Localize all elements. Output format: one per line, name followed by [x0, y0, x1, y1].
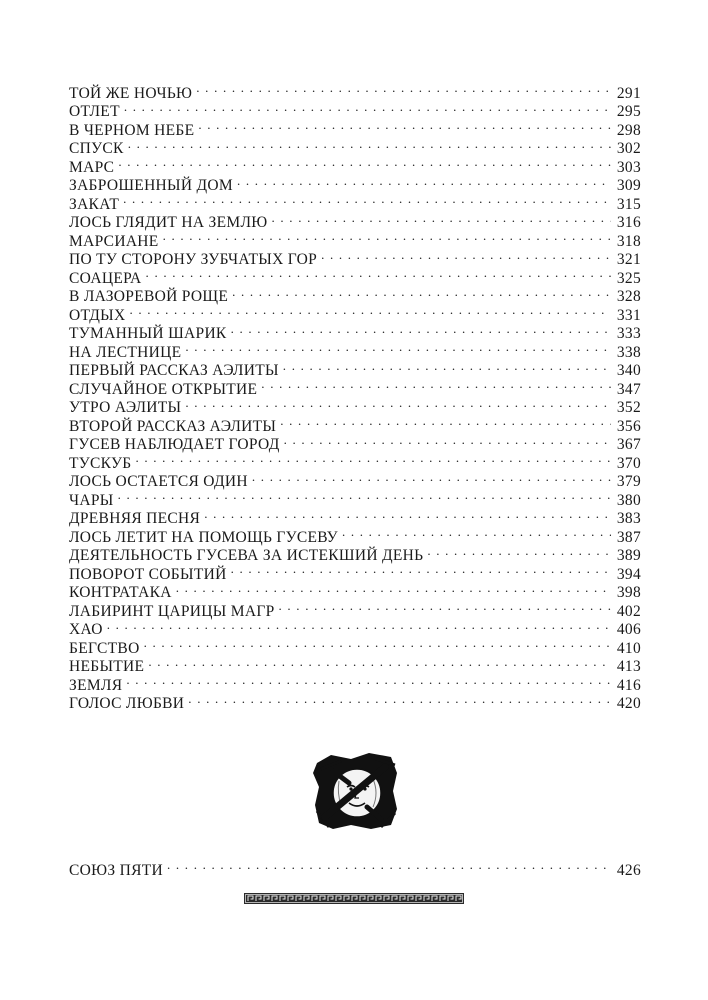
toc-entry-page: 383 — [616, 510, 641, 527]
toc-entry — [69, 634, 641, 657]
toc-leader-dots — [176, 579, 611, 598]
moon-face-crossed-icon — [311, 751, 399, 831]
toc-entry-page: 302 — [616, 140, 641, 157]
toc-leader-dots — [280, 412, 611, 431]
toc-entry — [69, 449, 641, 472]
toc-entry-title: МАРС — [69, 158, 115, 176]
toc-entry-title: ПО ТУ СТОРОНУ ЗУБЧАТЫХ ГОР — [69, 251, 318, 268]
toc-entry-page: 379 — [616, 473, 641, 490]
toc-entry-page: 315 — [616, 195, 641, 213]
toc-leader-dots — [185, 394, 611, 413]
toc-entry — [69, 653, 641, 675]
toc-entry-page: 338 — [616, 343, 641, 361]
toc-entry — [69, 264, 641, 287]
toc-entry-title: В ЧЕРНОМ НЕБЕ — [69, 121, 195, 139]
toc-leader-dots — [167, 856, 611, 875]
toc-entry — [69, 79, 641, 102]
toc-entry-title: ТУМАННЫЙ ШАРИК — [69, 325, 227, 342]
toc-entry-page: 420 — [616, 695, 641, 712]
toc-entry — [69, 486, 641, 509]
toc-second-section — [69, 856, 641, 879]
toc-entry — [69, 301, 641, 324]
toc-entry-title: ВТОРОЙ РАССКАЗ АЭЛИТЫ — [69, 417, 277, 435]
toc-entry-title: СПУСК — [69, 140, 124, 157]
toc-entry — [69, 209, 641, 231]
toc-entry-page: 340 — [616, 362, 641, 379]
toc-entry — [69, 116, 641, 139]
toc-leader-dots — [196, 79, 611, 98]
toc-leader-dots — [129, 301, 611, 320]
toc-entry-page: 389 — [616, 547, 641, 564]
toc-leader-dots — [118, 486, 611, 505]
toc-entry-page: 356 — [616, 417, 641, 435]
toc-entry-page: 398 — [616, 584, 641, 601]
toc-entry-page: 316 — [616, 214, 641, 231]
toc-entry-title: СОЮЗ ПЯТИ — [69, 861, 163, 879]
toc-entry — [69, 135, 641, 157]
toc-entry-title: ТОЙ ЖЕ НОЧЬЮ — [69, 84, 193, 102]
toc-entry-page: 413 — [616, 658, 641, 675]
toc-leader-dots — [163, 227, 611, 246]
toc-entry-title: В ЛАЗОРЕВОЙ РОЩЕ — [69, 288, 229, 305]
toc-entry-page: 426 — [616, 861, 641, 879]
toc-leader-dots — [252, 468, 611, 487]
toc-entry — [69, 283, 641, 305]
toc-entry-page: 291 — [616, 84, 641, 102]
toc-leader-dots — [232, 283, 611, 302]
toc-entry-title: ЛОСЬ ГЛЯДИТ НА ЗЕМЛЮ — [69, 214, 268, 231]
toc-leader-dots — [283, 357, 611, 376]
toc-entry-page: 321 — [616, 251, 641, 268]
toc-entry-title: ЗАКАТ — [69, 195, 120, 213]
toc-entry-page: 380 — [616, 491, 641, 509]
toc-entry-title: ОТДЫХ — [69, 306, 126, 324]
toc-entry-title: НА ЛЕСТНИЦЕ — [69, 343, 182, 361]
toc-entry — [69, 468, 641, 490]
toc-entry-title: ПОВОРОТ СОБЫТИЙ — [69, 565, 227, 583]
toc-leader-dots — [148, 653, 611, 672]
toc-entry-page: 298 — [616, 121, 641, 139]
toc-leader-dots — [146, 264, 611, 283]
toc-leader-dots — [144, 634, 611, 653]
toc-leader-dots — [342, 523, 611, 542]
toc-entry — [69, 856, 641, 879]
toc-entry-page: 309 — [616, 177, 641, 194]
toc-entry-title: ЛОСЬ ЛЕТИТ НА ПОМОЩЬ ГУСЕВУ — [69, 528, 338, 546]
toc-entry-title: СОАЦЕРА — [69, 269, 142, 287]
toc-entry — [69, 505, 641, 527]
toc-leader-dots — [427, 542, 611, 561]
toc-entry — [69, 320, 641, 342]
toc-entry-title: УТРО АЭЛИТЫ — [69, 399, 182, 416]
toc-entry — [69, 690, 641, 712]
toc-entry-page: 347 — [616, 380, 641, 398]
toc-leader-dots — [272, 209, 612, 228]
toc-leader-dots — [261, 375, 611, 394]
toc-entry-title: МАРСИАНЕ — [69, 232, 159, 250]
toc-entry — [69, 98, 641, 120]
toc-entry-page: 328 — [616, 288, 641, 305]
toc-leader-dots — [204, 505, 611, 524]
toc-entry-page: 303 — [616, 158, 641, 176]
toc-entry-title: ХАО — [69, 621, 103, 638]
table-of-contents — [69, 79, 641, 712]
toc-leader-dots — [185, 338, 611, 357]
toc-entry — [69, 616, 641, 638]
toc-entry-title: НЕБЫТИЕ — [69, 658, 145, 675]
toc-entry-page: 394 — [616, 565, 641, 583]
toc-leader-dots — [237, 172, 611, 191]
toc-entry-page: 352 — [616, 399, 641, 416]
toc-entry-title: ЛАБИРИНТ ЦАРИЦЫ МАГР — [69, 602, 275, 620]
toc-entry-title: ДРЕВНЯЯ ПЕСНЯ — [69, 510, 201, 527]
toc-leader-dots — [128, 135, 611, 154]
toc-leader-dots — [279, 597, 612, 616]
toc-entry-page: 370 — [616, 454, 641, 472]
toc-entry-page: 318 — [616, 232, 641, 250]
toc-entry-title: ДЕЯТЕЛЬНОСТЬ ГУСЕВА ЗА ИСТЕКШИЙ ДЕНЬ — [69, 547, 424, 564]
toc-leader-dots — [123, 190, 611, 209]
toc-entry — [69, 172, 641, 194]
toc-entry-title: ТУСКУБ — [69, 454, 132, 472]
toc-entry-title: СЛУЧАЙНОЕ ОТКРЫТИЕ — [69, 380, 258, 398]
toc-entry-title: ЗАБРОШЕННЫЙ ДОМ — [69, 177, 233, 194]
toc-entry-page: 367 — [616, 436, 641, 453]
toc-entry-page: 325 — [616, 269, 641, 287]
toc-leader-dots — [284, 431, 611, 450]
toc-entry-page: 402 — [616, 602, 641, 620]
toc-entry-title: ПЕРВЫЙ РАССКАЗ АЭЛИТЫ — [69, 362, 279, 379]
toc-leader-dots — [107, 616, 611, 635]
toc-entry-page: 416 — [616, 676, 641, 694]
toc-entry — [69, 671, 641, 694]
toc-entry-page: 410 — [616, 639, 641, 657]
toc-leader-dots — [188, 690, 611, 709]
toc-leader-dots — [231, 320, 611, 339]
toc-entry-page: 406 — [616, 621, 641, 638]
toc-leader-dots — [135, 449, 611, 468]
toc-entry-page: 295 — [616, 103, 641, 120]
toc-entry-page: 331 — [616, 306, 641, 324]
toc-entry-title: ГОЛОС ЛЮБВИ — [69, 695, 185, 712]
toc-leader-dots — [321, 246, 611, 265]
toc-entry-title: ЧАРЫ — [69, 491, 114, 509]
toc-entry-page: 333 — [616, 325, 641, 342]
toc-entry-title: БЕГСТВО — [69, 639, 140, 657]
toc-entry-title: ОТЛЕТ — [69, 103, 120, 120]
toc-leader-dots — [118, 153, 611, 172]
toc-entry — [69, 190, 641, 213]
toc-entry-title: ГУСЕВ НАБЛЮДАЕТ ГОРОД — [69, 436, 280, 453]
toc-leader-dots — [124, 98, 611, 117]
toc-leader-dots — [126, 671, 611, 690]
toc-leader-dots — [198, 116, 611, 135]
toc-entry-title: ЛОСЬ ОСТАЕТСЯ ОДИН — [69, 473, 248, 490]
toc-entry-page: 387 — [616, 528, 641, 546]
greek-key-border-icon — [244, 893, 464, 904]
toc-entry-title: ЗЕМЛЯ — [69, 676, 123, 694]
toc-entry-title: КОНТРАТАКА — [69, 584, 172, 601]
toc-entry — [69, 153, 641, 176]
toc-leader-dots — [231, 560, 611, 579]
